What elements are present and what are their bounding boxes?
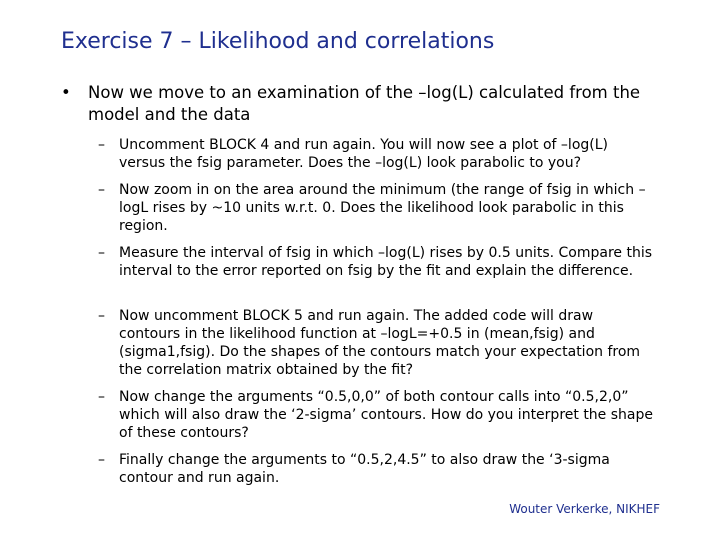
bullet-marker: • (61, 83, 71, 102)
sub-item-block4 (98, 136, 658, 172)
sub-item-text: Now zoom in on the area around the minimum (the range of fsig in which –logL rises by ~10 units w.r.t. 0. Does the likelihood look parabolic in this region. (119, 182, 646, 234)
main-bullet (61, 82, 661, 126)
sub-item-measure (98, 244, 658, 280)
bullet-text: Now we move to an examination of the –log(L) calculated from the model and the data (88, 83, 641, 124)
sub-item-text: Measure the interval of fsig in which –log(L) rises by 0.5 units. Compare this interval to the error reported on fsig by the fit and explain the difference. (119, 245, 653, 279)
author-footer: Wouter Verkerke, NIKHEF (509, 502, 660, 516)
sub-item-text: Now uncomment BLOCK 5 and run again. The added code will draw contours in the likelihood function at –logL=+0.5 in (mean,fsig) and (sigma1,fsig). Do the shapes of the contours match your expectation from the correlation matrix obtained by the fit? (119, 308, 641, 378)
sub-item-3sigma (98, 451, 658, 487)
sub-item-text: Finally change the arguments to “0.5,2,4.5” to also draw the ‘3-sigma contour and run again. (119, 452, 610, 486)
sub-item-2sigma (98, 388, 658, 442)
sub-item-marker: – (98, 245, 105, 261)
sub-item-text: Now change the arguments “0.5,0,0” of both contour calls into “0.5,2,0” which will also draw the ‘2-sigma’ contours. How do you interpret the shape of these contours? (119, 389, 653, 441)
sub-item-text: Uncomment BLOCK 4 and run again. You will now see a plot of –log(L) versus the fsig parameter. Does the –log(L) look parabolic to you? (119, 137, 609, 171)
slide-title: Exercise 7 – Likelihood and correlations (61, 29, 495, 54)
sub-item-block5 (98, 307, 658, 379)
sub-item-zoom (98, 181, 658, 235)
sub-item-marker: – (98, 308, 105, 324)
sub-item-marker: – (98, 182, 105, 198)
sub-item-marker: – (98, 389, 105, 405)
sub-item-marker: – (98, 452, 105, 468)
sub-item-marker: – (98, 137, 105, 153)
